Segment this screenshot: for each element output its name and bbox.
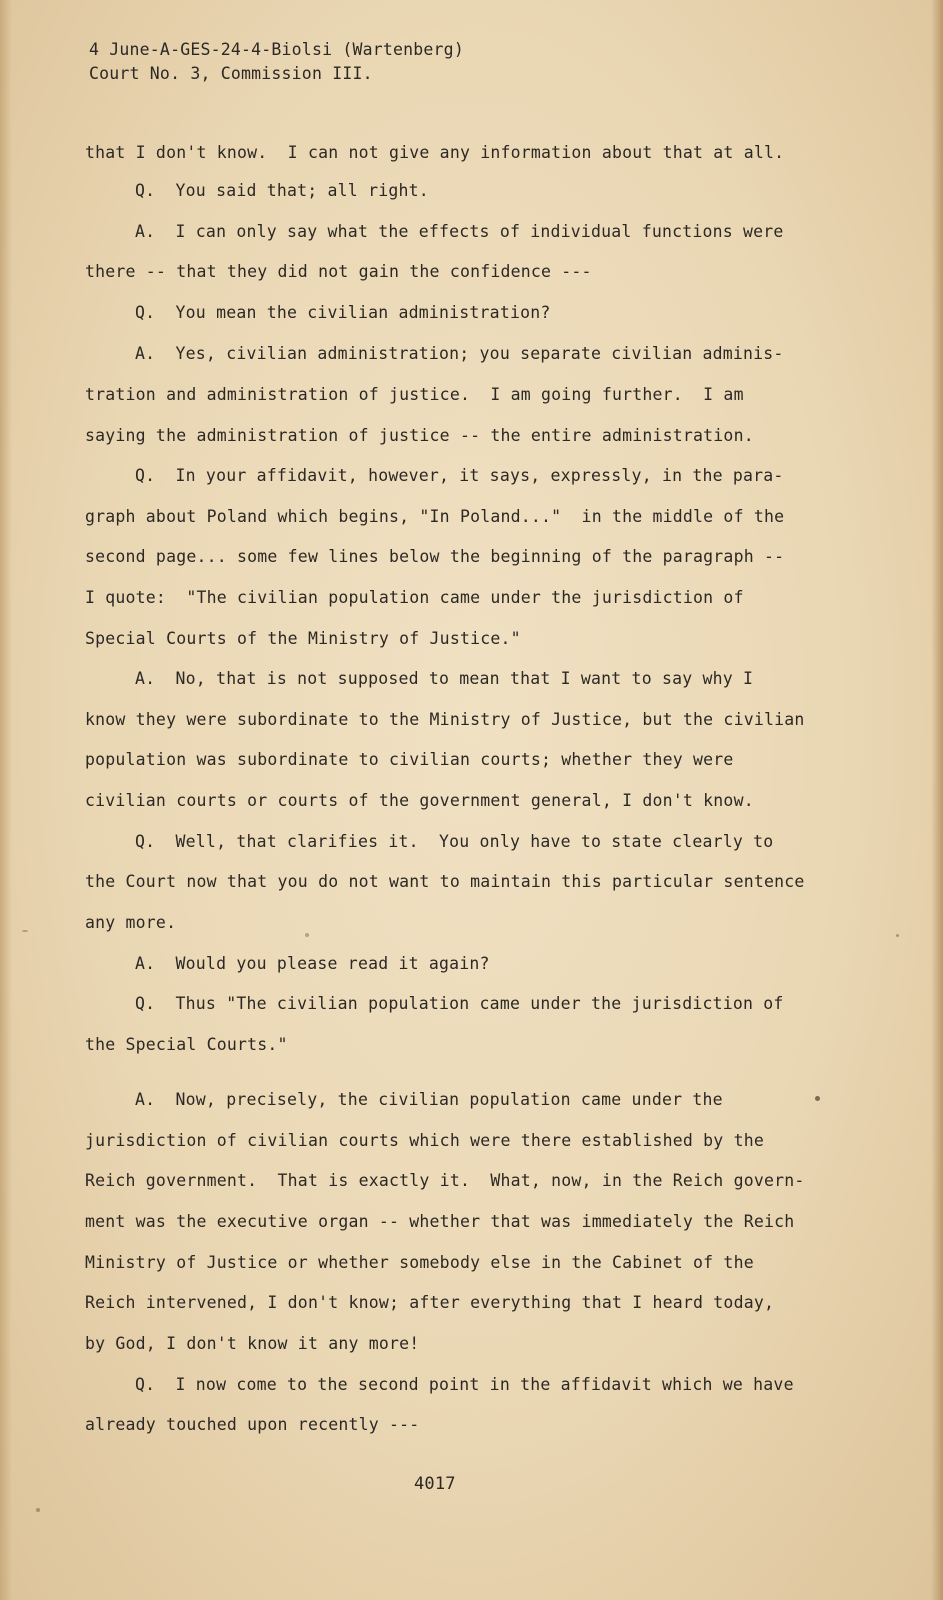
transcript-line: the Special Courts."	[85, 1035, 288, 1054]
transcript-line: Q. Thus "The civilian population came under the jurisdiction of	[135, 994, 784, 1013]
transcript-line: graph about Poland which begins, "In Poland..." in the middle of the	[85, 507, 785, 526]
page-edge-right	[931, 0, 943, 1600]
header-case-line: 4 June-A-GES-24-4-Biolsi (Wartenberg)	[89, 40, 464, 59]
transcript-line: ment was the executive organ -- whether that was immediately the Reich	[85, 1212, 795, 1231]
transcript-line: already touched upon recently ---	[85, 1415, 420, 1434]
transcript-line: saying the administration of justice -- the entire administration.	[85, 426, 754, 445]
transcript-line: Ministry of Justice or whether somebody else in the Cabinet of the	[85, 1253, 754, 1272]
paper-speck	[305, 933, 309, 937]
transcript-line: Reich government. That is exactly it. What, now, in the Reich govern-	[85, 1171, 805, 1190]
page-number: 4017	[414, 1474, 456, 1494]
transcript-line: A. Would you please read it again?	[135, 954, 490, 973]
transcript-line: any more.	[85, 913, 177, 932]
paper-speck	[896, 934, 899, 937]
paper-speck	[36, 1508, 40, 1512]
transcript-line: that I don't know. I can not give any information about that at all.	[85, 143, 785, 162]
transcript-line: A. Yes, civilian administration; you separate civilian adminis-	[135, 344, 784, 363]
transcript-line: know they were subordinate to the Ministry of Justice, but the civilian	[85, 710, 805, 729]
page-edge-left	[0, 0, 12, 1600]
paper-speck	[815, 1096, 820, 1101]
transcript-line: Q. You mean the civilian administration?	[135, 303, 551, 322]
transcript-line: Special Courts of the Ministry of Justice."	[85, 629, 521, 648]
transcript-line: Q. You said that; all right.	[135, 181, 429, 200]
transcript-line: civilian courts or courts of the government general, I don't know.	[85, 791, 754, 810]
document-header	[89, 38, 464, 86]
transcript-line: Q. In your affidavit, however, it says, expressly, in the para-	[135, 466, 784, 485]
transcript-line: there -- that they did not gain the confidence ---	[85, 262, 592, 281]
transcript-line: Reich intervened, I don't know; after everything that I heard today,	[85, 1293, 775, 1312]
transcript-line: jurisdiction of civilian courts which were there established by the	[85, 1131, 764, 1150]
transcript-line: population was subordinate to civilian courts; whether they were	[85, 750, 734, 769]
transcript-line: I quote: "The civilian population came under the jurisdiction of	[85, 588, 744, 607]
header-court-line: Court No. 3, Commission III.	[89, 64, 373, 83]
paper-speck	[22, 930, 28, 932]
transcript-line: Q. I now come to the second point in the affidavit which we have	[135, 1375, 794, 1394]
transcript-line: A. No, that is not supposed to mean that I want to say why I	[135, 669, 754, 688]
transcript-line: Q. Well, that clarifies it. You only have to state clearly to	[135, 832, 774, 851]
transcript-line: tration and administration of justice. I am going further. I am	[85, 385, 744, 404]
transcript-line: second page... some few lines below the beginning of the paragraph --	[85, 547, 785, 566]
transcript-line: A. Now, precisely, the civilian population came under the	[135, 1090, 723, 1109]
transcript-line: the Court now that you do not want to maintain this particular sentence	[85, 872, 805, 891]
transcript-line: by God, I don't know it any more!	[85, 1334, 420, 1353]
transcript-line: A. I can only say what the effects of individual functions were	[135, 222, 784, 241]
